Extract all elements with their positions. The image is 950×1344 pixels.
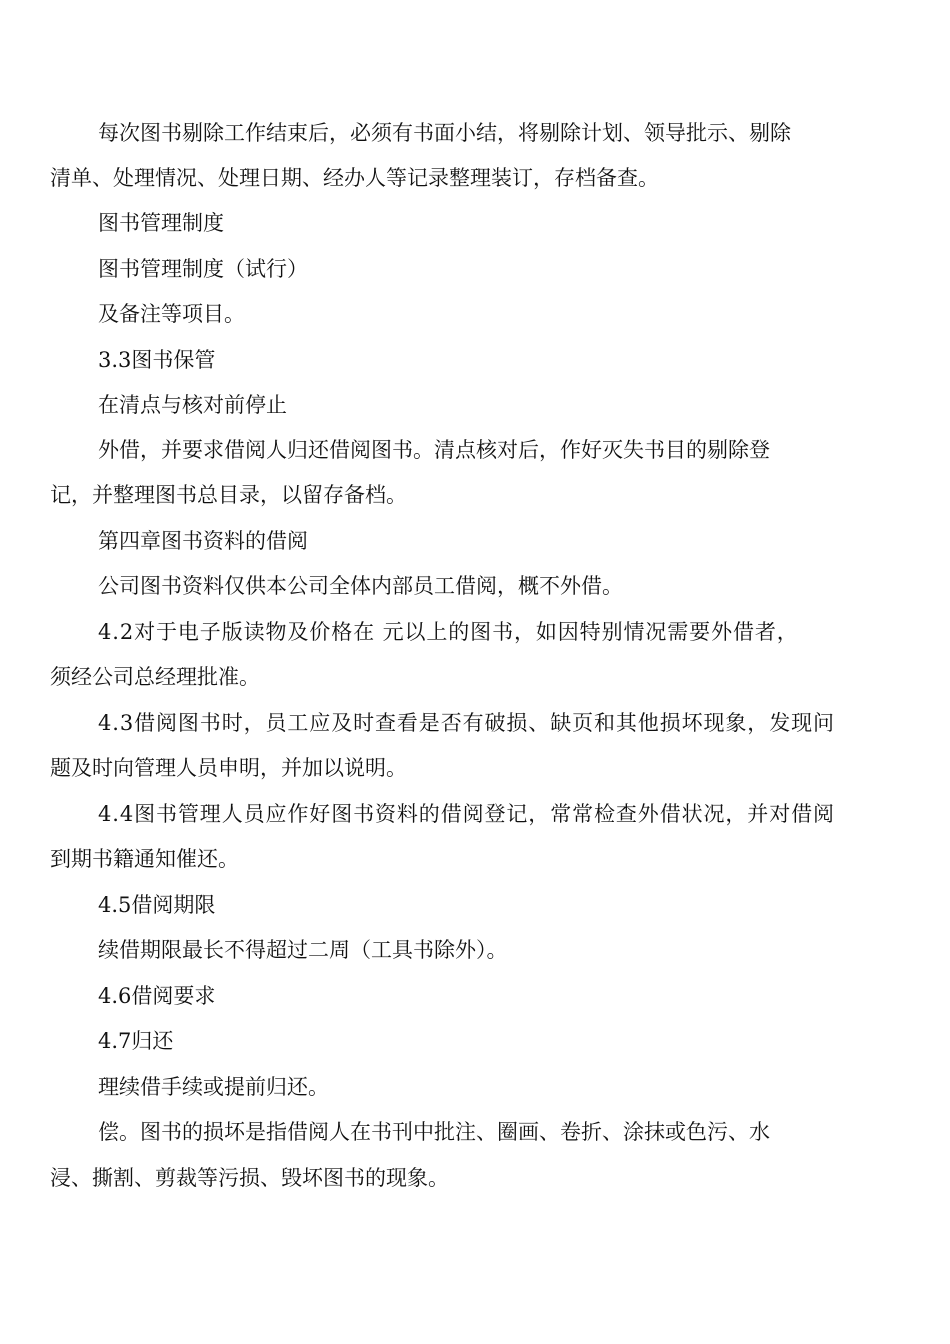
text-line: 偿。图书的损坏是指借阅人在书刊中批注、圈画、卷折、涂抹或色污、水 bbox=[98, 1120, 770, 1144]
text-line: 清单、处理情况、处理日期、经办人等记录整理装订，存档备查。 bbox=[50, 166, 659, 190]
text-line: 及备注等项目。 bbox=[98, 302, 245, 326]
text-line: 到期书籍通知催还。 bbox=[50, 847, 239, 871]
section-heading: 4.5借阅期限 bbox=[98, 893, 216, 917]
text-line: 在清点与核对前停止 bbox=[98, 393, 287, 417]
text-line: 4.4图书管理人员应作好图书资料的借阅登记，常常检查外借状况，并对借阅 bbox=[98, 802, 835, 826]
text-line: 图书管理制度 bbox=[98, 211, 224, 235]
text-line: 记，并整理图书总目录，以留存备档。 bbox=[50, 483, 407, 507]
text-line: 理续借手续或提前归还。 bbox=[98, 1075, 329, 1099]
text-line: 题及时向管理人员申明，并加以说明。 bbox=[50, 756, 407, 780]
text-line: 外借，并要求借阅人归还借阅图书。清点核对后，作好灭失书目的剔除登 bbox=[98, 438, 770, 462]
section-heading: 4.6借阅要求 bbox=[98, 984, 216, 1008]
section-heading: 3.3图书保管 bbox=[98, 348, 216, 372]
text-line: 4.3借阅图书时，员工应及时查看是否有破损、缺页和其他损坏现象，发现问 bbox=[98, 711, 835, 735]
text-line: 每次图书剔除工作结束后，必须有书面小结，将剔除计划、领导批示、剔除 bbox=[98, 121, 791, 145]
text-line: 须经公司总经理批准。 bbox=[50, 665, 260, 689]
chapter-heading: 第四章图书资料的借阅 bbox=[98, 529, 308, 553]
text-line: 公司图书资料仅供本公司全体内部员工借阅，概不外借。 bbox=[98, 574, 623, 598]
section-heading: 4.7归还 bbox=[98, 1029, 174, 1053]
text-line: 图书管理制度（试行） bbox=[98, 257, 308, 281]
text-line: 浸、撕割、剪裁等污损、毁坏图书的现象。 bbox=[50, 1166, 449, 1190]
text-line: 续借期限最长不得超过二周（工具书除外）。 bbox=[98, 938, 508, 962]
text-line: 4.2对于电子版读物及价格在 元以上的图书，如因特别情况需要外借者， bbox=[98, 620, 799, 644]
